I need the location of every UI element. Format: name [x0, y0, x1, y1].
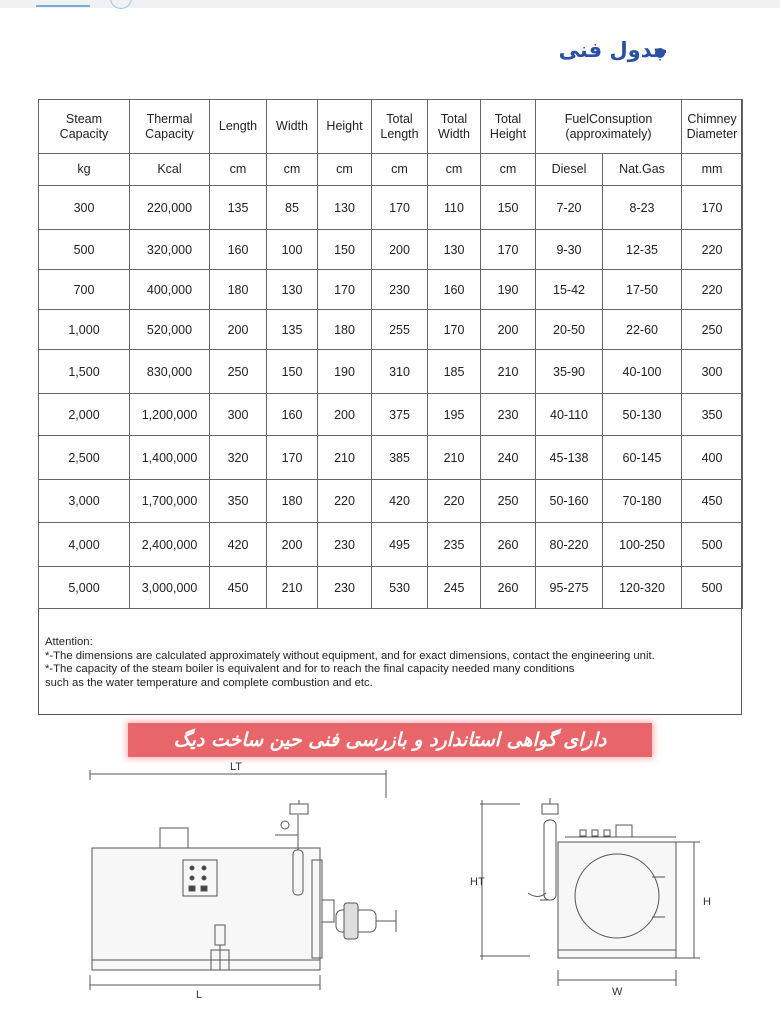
table-cell: 160 [428, 270, 481, 310]
table-row [39, 270, 743, 310]
unit-cell: cm [372, 154, 428, 186]
table-row [39, 394, 743, 436]
table-cell: 95-275 [536, 567, 603, 609]
attention-note-2: *-The capacity of the steam boiler is equivalent and for to reach the final capacity needed many conditions [45, 663, 575, 676]
top-strip [0, 0, 780, 8]
table-row [39, 523, 743, 567]
table-row [39, 480, 743, 523]
table-cell: 180 [267, 480, 318, 523]
col-header-thermal-capacity: Thermal Capacity [130, 100, 210, 154]
front-view-drawing [480, 790, 740, 1005]
unit-cell: cm [318, 154, 372, 186]
table-cell: 2,000 [39, 394, 130, 436]
table-cell: 1,000 [39, 310, 130, 350]
table-cell: 170 [682, 186, 743, 230]
table-cell: 240 [481, 436, 536, 480]
unit-cell: mm [682, 154, 743, 186]
table-cell: 35-90 [536, 350, 603, 394]
table-cell: 260 [481, 523, 536, 567]
table-cell: 3,000 [39, 480, 130, 523]
table-cell: 130 [318, 186, 372, 230]
table-cell: 60-145 [603, 436, 682, 480]
table-cell: 40-110 [536, 394, 603, 436]
table-cell: 520,000 [130, 310, 210, 350]
w-dimension-label: W [612, 986, 623, 998]
table-cell: 160 [267, 394, 318, 436]
unit-cell: cm [428, 154, 481, 186]
table-cell: 220 [428, 480, 481, 523]
table-cell: 110 [428, 186, 481, 230]
table-cell: 1,400,000 [130, 436, 210, 480]
table-cell: 80-220 [536, 523, 603, 567]
table-cell: 230 [481, 394, 536, 436]
table-cell: 195 [428, 394, 481, 436]
table-cell: 85 [267, 186, 318, 230]
table-cell: 150 [267, 350, 318, 394]
table-cell: 210 [428, 436, 481, 480]
table-cell: 200 [481, 310, 536, 350]
table-cell: 50-160 [536, 480, 603, 523]
side-view-drawing [80, 760, 420, 1005]
table-cell: 210 [481, 350, 536, 394]
table-cell: 135 [267, 310, 318, 350]
attention-note-3: such as the water temperature and complete combustion and etc. [45, 676, 373, 689]
spec-body [39, 186, 743, 609]
certificate-banner: دارای گواهی استاندارد و بازرسی فنی حین ساخت دیگ [128, 723, 652, 757]
table-cell: 180 [210, 270, 267, 310]
table-cell: 20-50 [536, 310, 603, 350]
table-cell: 530 [372, 567, 428, 609]
table-cell: 1,200,000 [130, 394, 210, 436]
table-cell: 400,000 [130, 270, 210, 310]
table-cell: 385 [372, 436, 428, 480]
table-cell: 160 [210, 230, 267, 270]
table-cell: 300 [682, 350, 743, 394]
col-header-total-length: Total Length [372, 100, 428, 154]
table-cell: 1,500 [39, 350, 130, 394]
lt-dimension-label: LT [230, 761, 243, 773]
table-cell: 250 [210, 350, 267, 394]
table-cell: 3,000,000 [130, 567, 210, 609]
table-cell: 350 [682, 394, 743, 436]
table-row [39, 230, 743, 270]
table-cell: 450 [682, 480, 743, 523]
table-cell: 250 [682, 310, 743, 350]
table-cell: 235 [428, 523, 481, 567]
col-header-height: Height [318, 100, 372, 154]
table-cell: 2,400,000 [130, 523, 210, 567]
unit-cell: Diesel [536, 154, 603, 186]
table-cell: 17-50 [603, 270, 682, 310]
table-row [39, 186, 743, 230]
col-header-total-height: Total Height [481, 100, 536, 154]
units-row [39, 154, 743, 186]
attention-title: Attention: [45, 636, 93, 648]
table-cell: 450 [210, 567, 267, 609]
table-cell: 2,500 [39, 436, 130, 480]
table-cell: 22-60 [603, 310, 682, 350]
table-cell: 200 [210, 310, 267, 350]
table-cell: 135 [210, 186, 267, 230]
table-cell: 100-250 [603, 523, 682, 567]
unit-cell: kg [39, 154, 130, 186]
unit-cell: cm [267, 154, 318, 186]
table-cell: 1,700,000 [130, 480, 210, 523]
table-cell: 830,000 [130, 350, 210, 394]
spec-table [38, 99, 743, 609]
table-cell: 185 [428, 350, 481, 394]
table-cell: 170 [318, 270, 372, 310]
table-cell: 170 [481, 230, 536, 270]
table-row [39, 436, 743, 480]
table-cell: 400 [682, 436, 743, 480]
col-header-total-width: Total Width [428, 100, 481, 154]
table-cell: 230 [372, 270, 428, 310]
unit-cell: Kcal [130, 154, 210, 186]
table-cell: 40-100 [603, 350, 682, 394]
table-cell: 120-320 [603, 567, 682, 609]
table-cell: 260 [481, 567, 536, 609]
table-cell: 255 [372, 310, 428, 350]
table-cell: 250 [481, 480, 536, 523]
page-title: جدول فنی [558, 38, 668, 62]
table-cell: 230 [318, 567, 372, 609]
table-cell: 130 [267, 270, 318, 310]
attention-note-1: *-The dimensions are calculated approximately without equipment, and for exact dimensions, contact the engineering unit. [45, 649, 655, 662]
table-cell: 350 [210, 480, 267, 523]
table-cell: 100 [267, 230, 318, 270]
table-cell: 320 [210, 436, 267, 480]
table-cell: 150 [318, 230, 372, 270]
table-cell: 230 [318, 523, 372, 567]
table-cell: 200 [318, 394, 372, 436]
table-cell: 190 [481, 270, 536, 310]
col-header-length: Length [210, 100, 267, 154]
table-cell: 8-23 [603, 186, 682, 230]
table-cell: 70-180 [603, 480, 682, 523]
table-row [39, 567, 743, 609]
table-cell: 220 [318, 480, 372, 523]
header-row [39, 100, 743, 154]
table-cell: 420 [372, 480, 428, 523]
table-cell: 495 [372, 523, 428, 567]
top-strip-line [36, 5, 90, 7]
table-cell: 15-42 [536, 270, 603, 310]
attention-notes [45, 636, 655, 690]
table-cell: 190 [318, 350, 372, 394]
table-cell: 4,000 [39, 523, 130, 567]
table-cell: 420 [210, 523, 267, 567]
col-header-width: Width [267, 100, 318, 154]
l-dimension-label: L [196, 989, 203, 1001]
table-cell: 150 [481, 186, 536, 230]
table-row [39, 350, 743, 394]
table-row [39, 310, 743, 350]
table-cell: 500 [39, 230, 130, 270]
ht-dimension-label: HT [470, 876, 485, 888]
table-cell: 310 [372, 350, 428, 394]
table-cell: 9-30 [536, 230, 603, 270]
table-cell: 5,000 [39, 567, 130, 609]
col-header-chimney-diameter: Chimney Diameter [682, 100, 743, 154]
table-cell: 300 [210, 394, 267, 436]
table-cell: 7-20 [536, 186, 603, 230]
table-cell: 200 [372, 230, 428, 270]
table-cell: 300 [39, 186, 130, 230]
table-cell: 210 [318, 436, 372, 480]
table-cell: 245 [428, 567, 481, 609]
table-cell: 50-130 [603, 394, 682, 436]
table-cell: 200 [267, 523, 318, 567]
table-cell: 170 [267, 436, 318, 480]
table-cell: 130 [428, 230, 481, 270]
unit-cell: cm [210, 154, 267, 186]
table-cell: 375 [372, 394, 428, 436]
table-cell: 220 [682, 230, 743, 270]
table-cell: 180 [318, 310, 372, 350]
h-dimension-label: H [703, 896, 711, 908]
table-cell: 45-138 [536, 436, 603, 480]
table-cell: 170 [372, 186, 428, 230]
top-strip-arc [110, 0, 132, 9]
table-cell: 220,000 [130, 186, 210, 230]
table-cell: 700 [39, 270, 130, 310]
unit-cell: cm [481, 154, 536, 186]
unit-cell: Nat.Gas [603, 154, 682, 186]
table-cell: 210 [267, 567, 318, 609]
col-header-fuel-consumption: FuelConsuption (approximately) [536, 100, 682, 154]
table-cell: 500 [682, 523, 743, 567]
table-cell: 220 [682, 270, 743, 310]
col-header-steam-capacity: Steam Capacity [39, 100, 130, 154]
table-cell: 320,000 [130, 230, 210, 270]
table-cell: 170 [428, 310, 481, 350]
table-cell: 12-35 [603, 230, 682, 270]
table-cell: 500 [682, 567, 743, 609]
